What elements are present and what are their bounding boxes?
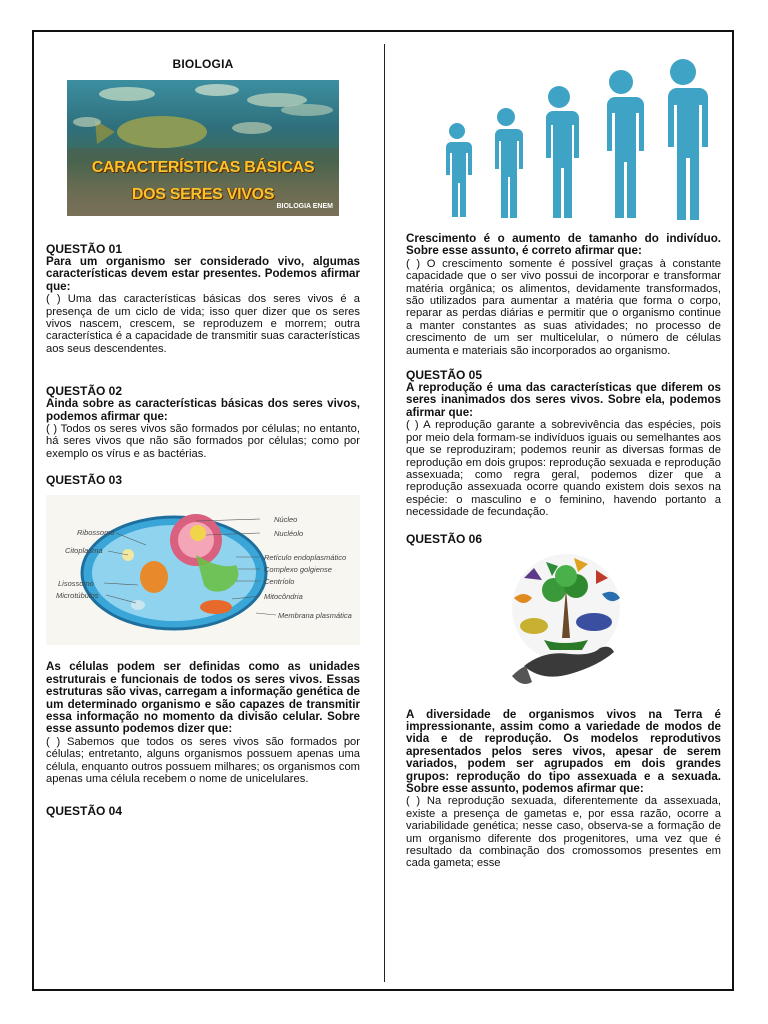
question-05-stem: A reprodução é uma das características que diferem os seres inanimados dos seres vivos. Sobre ela, podemos afirmar que: [406,381,721,419]
banner-title-line1: CARACTERÍSTICAS BÁSICAS [91,159,315,176]
label-centriolo: Centríolo [264,577,295,587]
label-microtubulos: Microtúbulos [56,591,99,601]
question-04-text: ( ) O crescimento somente é possível graças à constante capacidade que o ser vivo possui de incorporar e transformar matéria orgânica; os alimentos, devidamente transformados, são utilizados para aumentar a matéria que forma o corpo, reparar as perdas diárias e permitir que o organismo continue a manter constantes as suas atividades; no processo de crescimento de um ser multicelular, o número de células aumenta e materiais são incorporados ao organismo. [406,257,721,357]
label-ribossomo: Ribossomo [77,528,115,538]
left-column [46,55,360,818]
banner-image [67,80,339,216]
question-02-label: QUESTÃO 02 [46,384,123,399]
column-divider [384,44,385,982]
cell-diagram [46,495,360,645]
label-lisossomo: Lisossomo [58,579,94,589]
label-citoplasma: Citoplasma [65,546,103,556]
question-03-text: ( ) Sabemos que todos os seres vivos são formados por células; entretanto, alguns organismos possuem apenas uma célula, enquanto outros possuem milhares; os organismos com apenas uma célula recebem o nome de unicelulares. [46,735,360,785]
banner-tag: BIOLOGIA ENEM [276,203,333,210]
question-06-stem: A diversidade de organismos vivos na Terra é impressionante, assim como a variedade de modos de vida e de reprodução. Os modelos reprodutivos apresentados pelos seres vivos, apesar de serem variados, podem ser agrupados em dois grandes grupos: reprodução do tipo assexuada e a sexuada. Sobre esse assunto, podemos afirmar que: [406,707,721,795]
question-02-stem: Ainda sobre as características básicas dos seres vivos, podemos afirmar que: [46,397,360,423]
question-01-text: ( ) Uma das características básicas dos seres vivos é a presença de um ciclo de vida; isso quer dizer que os seres vivos nascem, crescem, se reproduzem e morrem; outra característica é a capacidade de transmitir suas características aos seus descendentes. [46,293,360,355]
biodiversity-hand-illustration [484,548,644,698]
question-01-stem: Para um organismo ser considerado vivo, algumas características devem estar presentes. Podemos afirmar que: [46,255,360,293]
question-03-label: QUESTÃO 03 [46,473,123,488]
question-05-label: QUESTÃO 05 [406,368,483,383]
question-05-text: ( ) A reprodução garante a sobrevivência das espécies, pois por meio dela formam-se indivíduos iguais ou semelhantes aos que se reproduziram; podemos reunir as diversas formas de reprodução em dois grupos: reprodução sexuada e reprodução assexuada; como regra geral, podemos dizer que a reprodução assexuada ocorre quando existem dois sexos na espécie: o masculino e o feminino, havendo portanto a necessidade de fecundação. [406,419,721,519]
page-title: BIOLOGIA [172,57,234,71]
right-column [406,50,721,870]
question-04-stem: Crescimento é o aumento de tamanho do indivíduo. Sobre esse assunto, é correto afirmar que: [406,232,721,258]
question-06-text: ( ) Na reprodução sexuada, diferentemente da assexuada, existe a presença de gametas e, por essa razão, ocorre a variabilidade genética; nesse caso, observa-se a formação de um organismo diferente dos progenitores, uma vez que é resultado da combinação dos cromossomos presentes em cada gameta; esse [406,795,721,870]
label-nucleolo: Nucléolo [274,529,304,539]
label-golgi: Complexo golgiense [264,565,332,575]
question-06-label: QUESTÃO 06 [406,531,483,546]
label-nucleo: Núcleo [274,515,298,525]
question-01-label: QUESTÃO 01 [46,242,123,256]
question-04-label: QUESTÃO 04 [46,804,123,819]
label-membrana: Membrana plasmática [278,611,352,621]
label-mitocondria: Mitocôndria [264,592,303,602]
banner-title-line2: DOS SERES VIVOS [131,186,275,203]
question-03-stem: As células podem ser definidas como as unidades estruturais e funcionais de todos os seres vivos. Essas estruturas são vivas, carregam a informação genética de um determinado organismo e são capazes de transmitir essa informação no momento da divisão celular. Sobre esse assunto podemos dizer que: [46,660,360,736]
growth-figures-illustration [420,50,710,220]
question-02-text: ( ) Todos os seres vivos são formados por células; no entanto, há seres vivos que não são formados por células; como por exemplo os vírus e as bactérias. [46,423,360,460]
label-reticulo: Retículo endoplasmático [264,553,347,563]
